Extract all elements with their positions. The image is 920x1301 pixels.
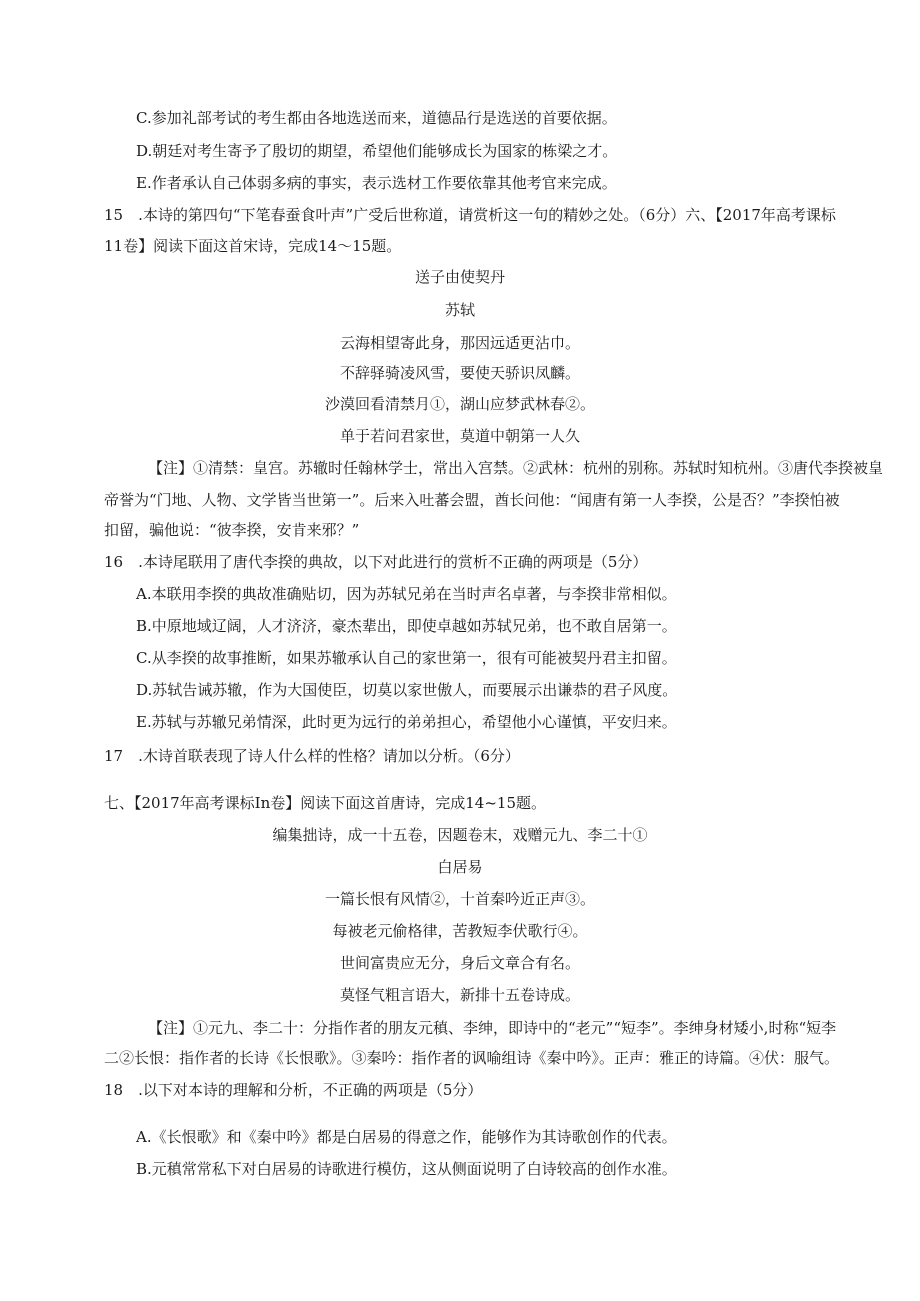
poem1-author: 苏轼 (444, 301, 475, 319)
poem2-line: 一篇长恨有风情②，十首秦吟近正声③。 (324, 890, 595, 908)
q16-option: C.从李揆的故事推断，如果苏辙承认自己的家世第一，很有可能被契丹君主扣留。 (136, 649, 677, 667)
question-18-stem: 18 .以下对本诗的理解和分析，不正确的两项是（5分） (104, 1081, 483, 1099)
q16-option: A.本联用李揆的典故准确贴切，因为苏轼兄弟在当时声名卓著，与李揆非常相似。 (136, 585, 677, 603)
option-e: E.作者承认自己体弱多病的事实，表示选材工作要依靠其他考官来完成。 (136, 174, 617, 192)
poem1-note-line: 扣留，骗他说：“彼李揆，安肯来邪？” (104, 521, 360, 539)
q18-option: B.元稹常常私下对白居易的诗歌进行模仿，这从侧面说明了白诗较高的创作水准。 (136, 1160, 677, 1178)
poem1-line: 不辞驿骑凌风雪，要使天骄识凤麟。 (339, 364, 580, 382)
poem2-line: 莫怪气粗言语大，新排十五卷诗成。 (339, 986, 580, 1004)
poem2-line: 世间富贵应无分，身后文章合有名。 (339, 954, 580, 972)
poem1-line: 单于若问君家世，莫道中朝第一人久 (339, 427, 580, 445)
question-15-line1: 15 .本诗的第四句“下笔春蚕食叶声”广受后世称道，请赏析这一句的精妙之处。（6分）六、【2017年高考课标 (104, 206, 836, 224)
poem2-note-line: 【注】①元九、李二十：分指作者的朋友元稹、李绅，即诗中的“老元”“短李”。李绅身材矮小,时称“短李 (148, 1019, 837, 1037)
question-15-line2: 11卷】阅读下面这首宋诗，完成14～15题。 (104, 237, 402, 255)
poem2-line: 每被老元偷格律，苦教短李伏歌行④。 (332, 922, 588, 940)
q16-option: E.苏轼与苏辙兄弟情深，此时更为远行的弟弟担心，希望他小心谨慎，平安归来。 (136, 713, 677, 731)
poem1-note-line: 【注】①清禁：皇宫。苏辙时任翰林学士，常出入宫禁。②武林：杭州的别称。苏轼时知杭州。③唐代李揆被皇 (148, 459, 884, 477)
poem2-note-line: 二②长恨：指作者的长诗《长恨歌》。③秦吟：指作者的讽喻组诗《秦中吟》。正声：雅正的诗篇。④伏：服气。 (104, 1049, 840, 1067)
poem1-title: 送子由使契丹 (414, 268, 505, 286)
option-c: C.参加礼部考试的考生都由各地选送而来，道德品行是选送的首要依据。 (136, 109, 617, 127)
poem2-title: 编集拙诗，成一十五卷，因题卷末，戏赠元九、李二十① (272, 826, 648, 844)
section-7-heading: 七、【2017年高考课标In卷】阅读下面这首唐诗，完成14~15题。 (104, 794, 547, 812)
poem2-author: 白居易 (437, 858, 483, 876)
q18-option: A.《长恨歌》和《秦中吟》都是白居易的得意之作，能够作为其诗歌创作的代表。 (136, 1128, 677, 1146)
question-17: 17 .木诗首联表现了诗人什么样的性格？请加以分析。（6分） (104, 747, 520, 765)
q16-option: B.中原地域辽阔，人才济济，豪杰辈出，即使卓越如苏轼兄弟，也不敢自居第一。 (136, 617, 677, 635)
poem1-line: 云海相望寄此身，那因远适更沾巾。 (339, 334, 580, 352)
q16-option: D.苏轼告诫苏辙，作为大国使臣，切莫以家世傲人，而要展示出谦恭的君子风度。 (136, 681, 678, 699)
poem1-note-line: 帝誉为“门地、人物、文学皆当世第一”。后来入吐蕃会盟，酋长问他：“闻唐有第一人李揆，公是否？”李揆怕被 (104, 491, 840, 509)
question-16-stem: 16 .本诗尾联用了唐代李揆的典故，以下对此进行的赏析不正确的两项是（5分） (104, 553, 648, 571)
option-d: D.朝廷对考生寄予了殷切的期望，希望他们能够成长为国家的栋梁之才。 (136, 142, 618, 160)
poem1-line: 沙漠回看清禁月①，湖山应梦武林春②。 (324, 395, 595, 413)
